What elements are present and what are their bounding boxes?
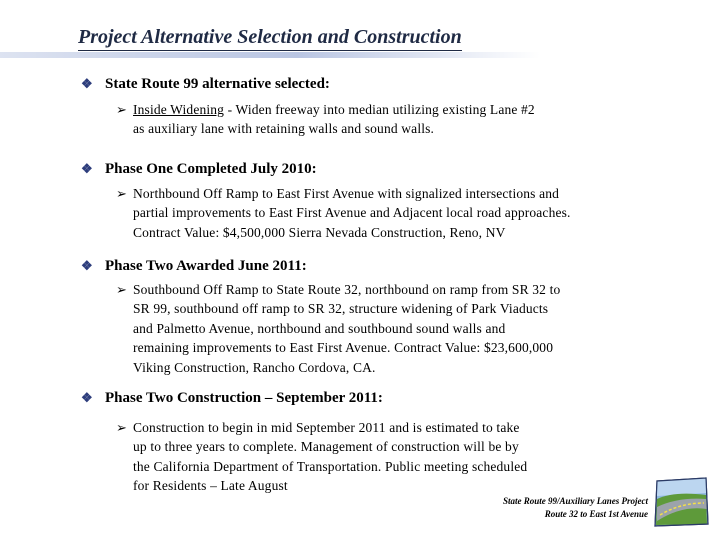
detail-line: as auxiliary lane with retaining walls and sound walls. bbox=[133, 121, 435, 137]
detail-line: Northbound Off Ramp to East First Avenue with signalized intersections and bbox=[133, 186, 560, 201]
detail-line: Contract Value: $4,500,000 Sierra Nevada Construction, Reno, NV bbox=[133, 224, 506, 240]
diamond-bullet-icon: ❖ bbox=[81, 76, 93, 91]
diamond-bullet-icon: ❖ bbox=[81, 258, 93, 273]
detail-line bbox=[116, 100, 535, 119]
arrow-bullet-icon: ➢ bbox=[116, 102, 128, 117]
section-detail bbox=[116, 100, 535, 139]
section-heading bbox=[81, 76, 330, 93]
page-title: Project Alternative Selection and Construction bbox=[78, 26, 462, 51]
section-detail bbox=[116, 418, 527, 496]
detail-line: SR 99, southbound off ramp to SR 32, structure widening of Park Viaducts bbox=[133, 301, 549, 317]
diamond-bullet-icon: ❖ bbox=[81, 161, 93, 176]
detail-line: the California Department of Transportation. Public meeting scheduled bbox=[133, 458, 528, 474]
detail-text: - Widen freeway into median utilizing existing Lane #2 bbox=[224, 102, 535, 117]
section-heading-text: Phase Two Construction – September 2011: bbox=[105, 390, 383, 406]
detail-line: remaining improvements to East First Avenue. Contract Value: $23,600,000 bbox=[133, 340, 554, 356]
footer-project-name: State Route 99/Auxiliary Lanes Project bbox=[502, 496, 648, 506]
arrow-bullet-icon: ➢ bbox=[116, 282, 128, 297]
detail-line: for Residents – Late August bbox=[133, 478, 288, 494]
section-heading bbox=[81, 390, 383, 407]
detail-line: Construction to begin in mid September 2011 and is estimated to take bbox=[133, 420, 520, 435]
section-heading bbox=[81, 161, 317, 178]
diamond-bullet-icon: ❖ bbox=[81, 390, 93, 405]
highway-logo-icon bbox=[654, 477, 710, 527]
section-detail bbox=[116, 280, 560, 377]
section-heading bbox=[81, 258, 307, 275]
detail-line: partial improvements to East First Avenue and Adjacent local road approaches. bbox=[133, 205, 571, 221]
section-heading-text: Phase Two Awarded June 2011: bbox=[105, 258, 307, 274]
arrow-bullet-icon: ➢ bbox=[116, 186, 128, 201]
footer-route-range: Route 32 to East 1st Avenue bbox=[544, 509, 648, 519]
detail-line: Southbound Off Ramp to State Route 32, northbound on ramp from SR 32 to bbox=[133, 282, 561, 297]
section-heading-text: State Route 99 alternative selected: bbox=[105, 76, 330, 92]
section-detail bbox=[116, 184, 571, 242]
footer-caption bbox=[503, 495, 648, 521]
detail-underlined: Inside Widening bbox=[133, 102, 225, 117]
arrow-bullet-icon: ➢ bbox=[116, 420, 128, 435]
detail-line: Viking Construction, Rancho Cordova, CA. bbox=[133, 359, 376, 375]
detail-line: up to three years to complete. Management of construction will be by bbox=[133, 439, 519, 455]
section-heading-text: Phase One Completed July 2010: bbox=[105, 161, 317, 177]
detail-line: and Palmetto Avenue, northbound and southbound sound walls and bbox=[133, 320, 506, 336]
title-rule bbox=[0, 52, 540, 58]
